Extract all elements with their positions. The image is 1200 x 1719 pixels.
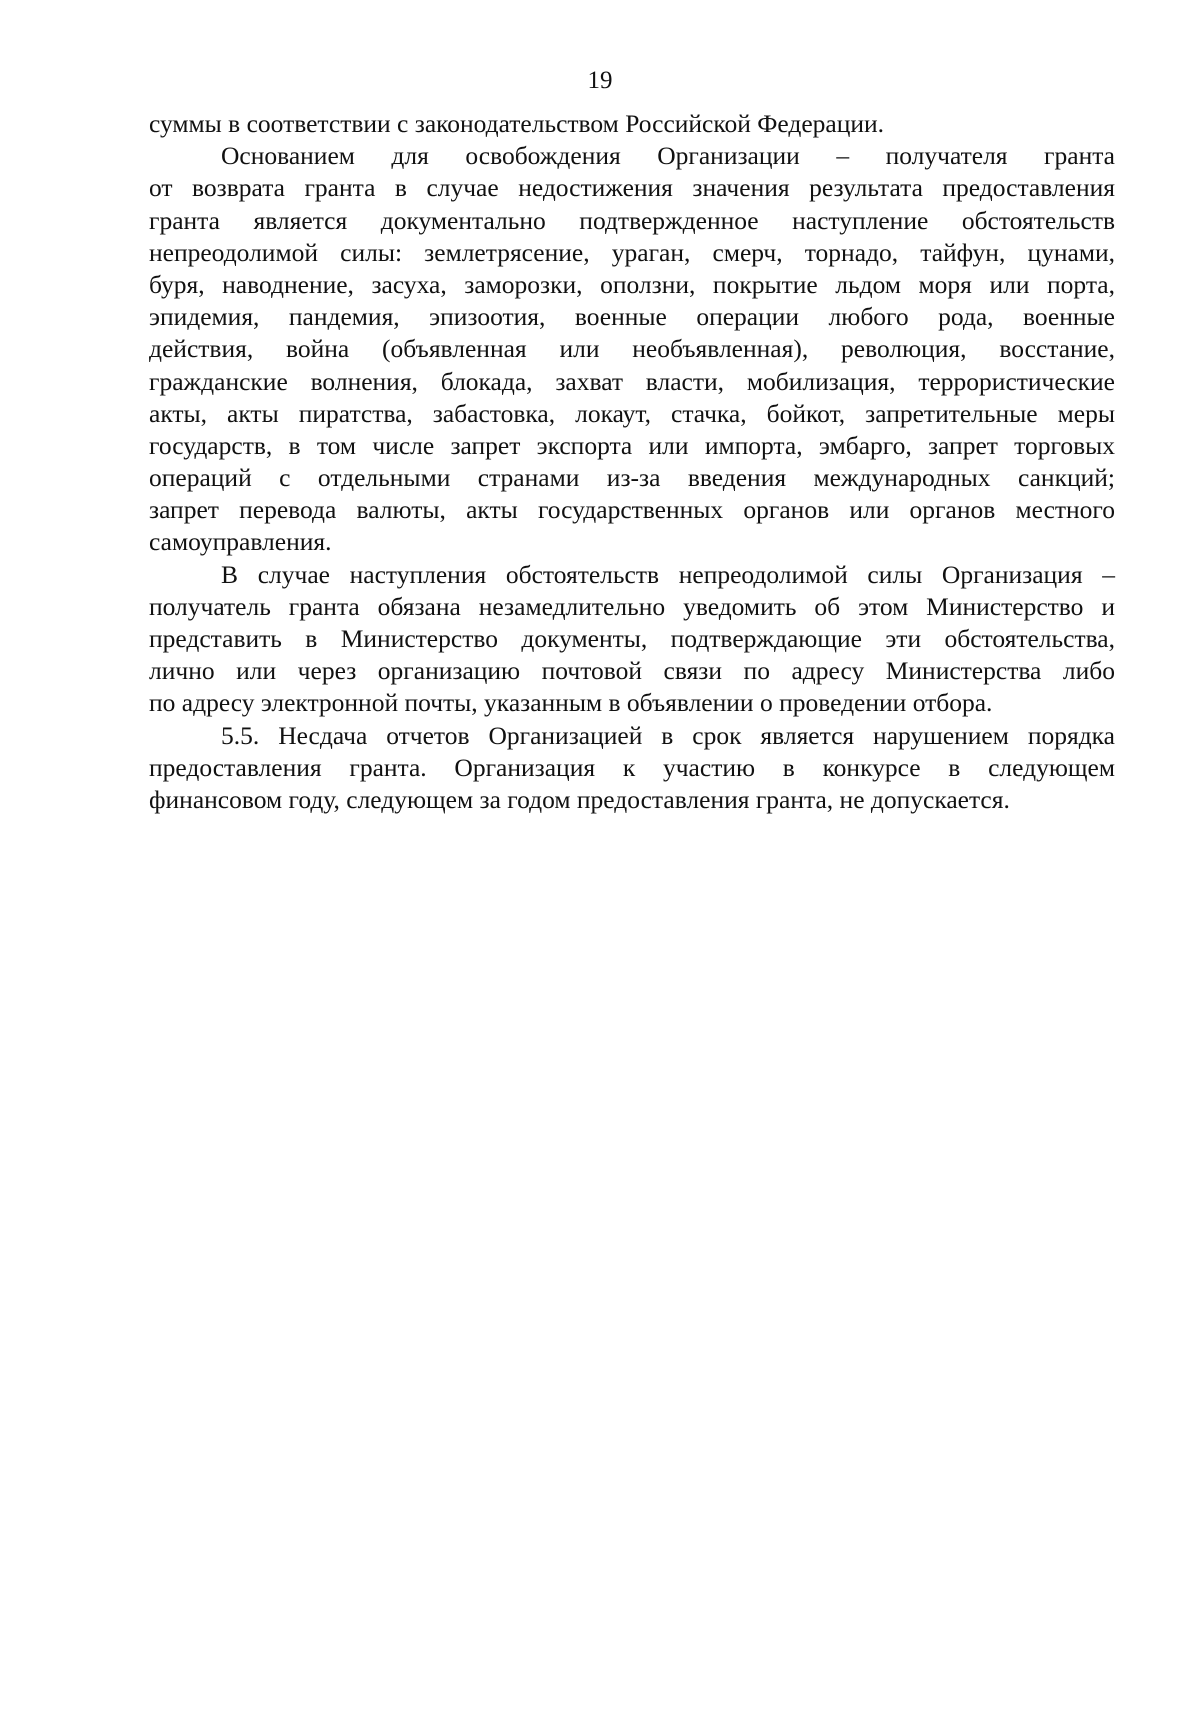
text-line: самоуправления. xyxy=(149,527,332,557)
text-line: буря, наводнение, засуха, заморозки, оползни, покрытие льдом моря или порта, xyxy=(149,269,1115,299)
text-line: государств, в том числе запрет экспорта или импорта, эмбарго, запрет торговых xyxy=(149,430,1115,460)
page-number: 19 xyxy=(587,67,613,94)
text-line: 5.5. Несдача отчетов Организацией в срок является нарушением порядка xyxy=(221,720,1115,750)
text-line: акты, акты пиратства, забастовка, локаут, стачка, бойкот, запретительные меры xyxy=(149,398,1115,428)
text-line: эпидемия, пандемия, эпизоотия, военные операции любого рода, военные xyxy=(149,302,1115,332)
text-line: представить в Министерство документы, подтверждающие эти обстоятельства, xyxy=(149,624,1115,653)
text-line: действия, война (объявленная или необъявленная), революция, восстание, xyxy=(149,334,1115,364)
text-line: операций с отдельными странами из-за введения международных санкций; xyxy=(149,463,1115,493)
text-line: от возврата гранта в случае недостижения значения результата предоставления xyxy=(149,173,1115,203)
text-line: финансовом году, следующем за годом предоставления гранта, не допускается. xyxy=(149,784,1010,814)
text-line: лично или через организацию почтовой связи по адресу Министерства либо xyxy=(149,656,1115,686)
text-line: непреодолимой силы: землетрясение, ураган, смерч, торнадо, тайфун, цунами, xyxy=(149,237,1115,267)
text-line: суммы в соответствии с законодательством Российской Федерации. xyxy=(149,109,885,138)
text-line: по адресу электронной почты, указанным в объявлении о проведении отбора. xyxy=(149,688,993,718)
text-line: предоставления гранта. Организация к участию в конкурсе в следующем xyxy=(149,752,1115,782)
text-line: гранта является документально подтвержденное наступление обстоятельств xyxy=(149,205,1115,235)
text-line: гражданские волнения, блокада, захват власти, мобилизация, террористические xyxy=(149,366,1115,396)
text-line: запрет перевода валюты, акты государственных органов или органов местного xyxy=(149,495,1115,525)
text-line: получатель гранта обязана незамедлительно уведомить об этом Министерство и xyxy=(149,591,1115,621)
body-text xyxy=(149,108,1115,816)
text-line: В случае наступления обстоятельств непреодолимой силы Организация – xyxy=(221,559,1115,589)
text-line: Основанием для освобождения Организации – получателя гранта xyxy=(221,141,1115,171)
